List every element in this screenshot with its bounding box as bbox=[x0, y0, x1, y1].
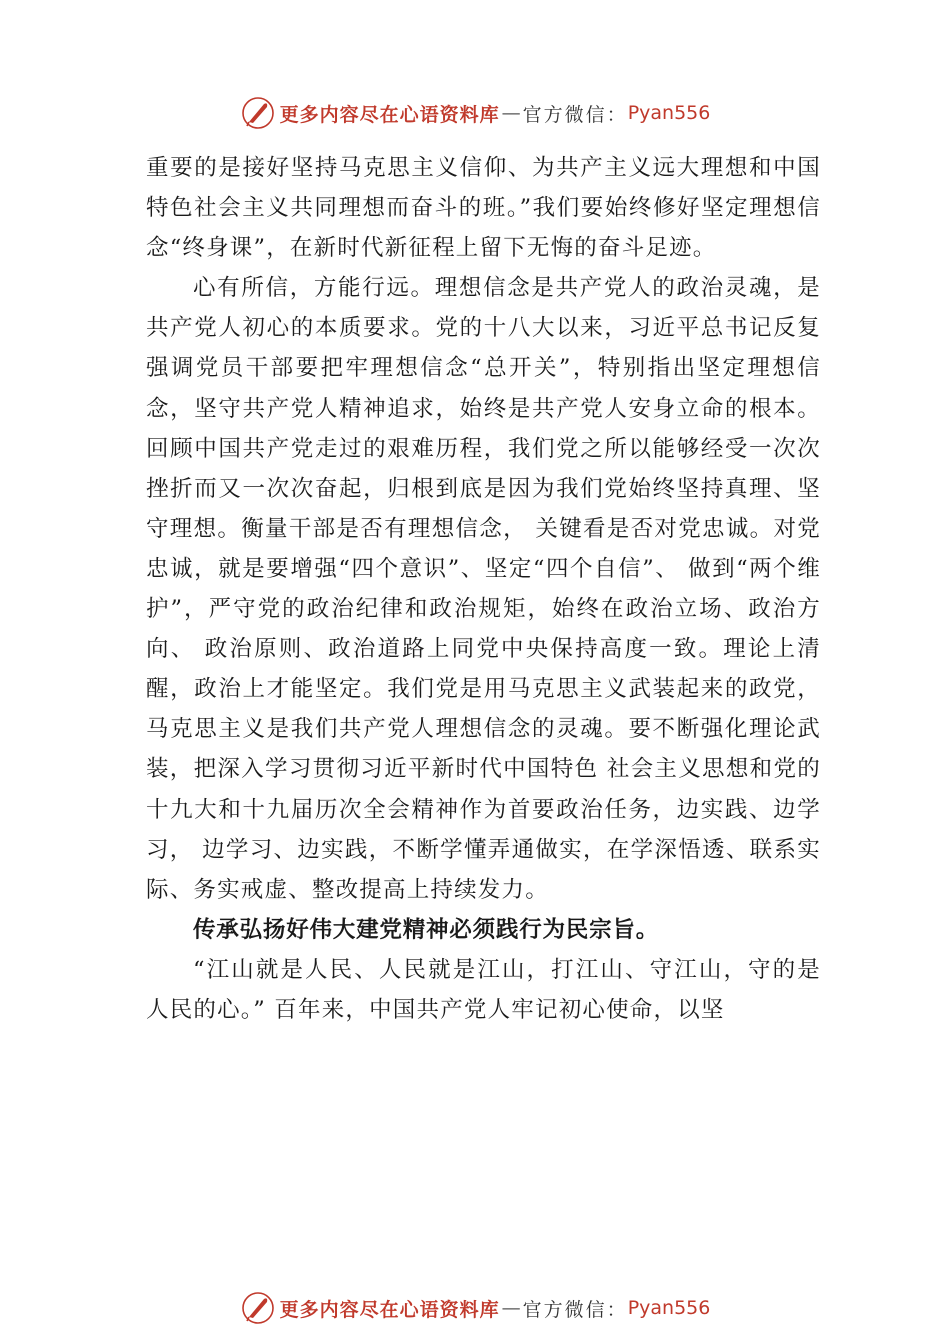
header-contact-label: 官方微信： bbox=[522, 103, 628, 126]
footer-separator: — bbox=[501, 1297, 521, 1319]
header-separator: — bbox=[501, 102, 521, 124]
page-footer bbox=[0, 1288, 950, 1328]
footer-brand-text: 更多内容尽在心语资料库 bbox=[279, 1298, 500, 1321]
quill-pen-icon bbox=[240, 95, 276, 131]
header-wechat-id: Pyan556 bbox=[627, 102, 711, 124]
paragraph-1: 重要的是接好坚持马克思主义信仰、为共产主义远大理想和中国特色社会主义共同理想而奋斗的班。”我们要始终修好坚定理想信念“终身课”，在新时代新征程上留下无悔的奋斗足迹。 bbox=[146, 155, 821, 262]
footer-contact-label: 官方微信： bbox=[522, 1298, 628, 1321]
quill-pen-icon bbox=[240, 1290, 276, 1326]
document-body bbox=[146, 148, 821, 1030]
header-brand-text: 更多内容尽在心语资料库 bbox=[279, 103, 500, 126]
paragraph-2: 心有所信，方能行远。理想信念是共产党人的政治灵魂，是共产党人初心的本质要求。党的十八大以来，习近平总书记反复强调党员干部要把牢理想信念“总开关”，特别指出坚定理想信念，坚守共产党人精神追求，始终是共产党人安身立命的根本。回顾中国共产党走过的艰难历程，我们党之所以能够经受一次次挫折而又一次次奋起，归根到底是因为我们党始终坚持真理、坚守理想。衡量干部是否有理想信念， 关键看是否对党忠诚。对党忠诚，就是要增强“四个意识”、坚定“四个自信”、 做到“两个维护”，严守党的政治纪律和政治规矩，始终在政治立场、政治方向、 政治原则、政治道路上同党中央保持高度一致。理论上清醒，政治上才能坚定。我们党是用马克思主义武装起来的政党，马克思主义是我们共产党人理想信念的灵魂。要不断强化理论武装，把深入学习贯彻习近平新时代中国特色 社会主义思想和党的十九大和十九届历次全会精神作为首要政治任务，边实践、边学习， 边学习、边实践，不断学懂弄通做实，在学深悟透、联系实际、务实戒虚、整改提高上持续发力。 bbox=[146, 275, 821, 903]
footer-wechat-id: Pyan556 bbox=[627, 1297, 711, 1319]
page-header bbox=[0, 93, 950, 133]
paragraph-3: “江山就是人民、人民就是江山，打江山、守江山，守的是人民的心。” 百年来，中国共产党人牢记初心使命，以坚 bbox=[146, 956, 821, 1023]
section-heading: 传承弘扬好伟大建党精神必须践行为民宗旨。 bbox=[193, 916, 660, 943]
